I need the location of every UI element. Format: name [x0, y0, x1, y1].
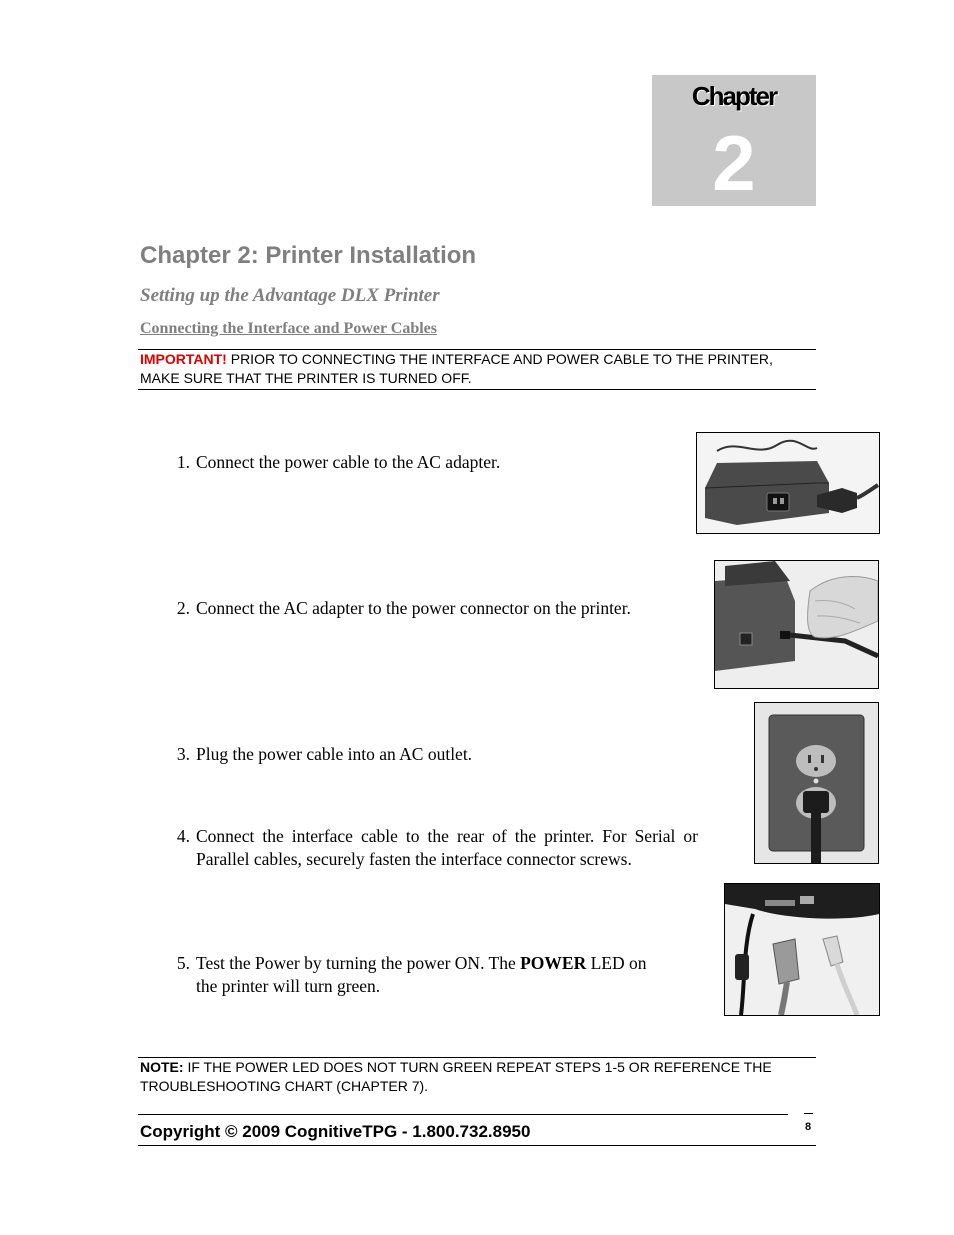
step-text: Connect the AC adapter to the power connector on the printer. [196, 598, 631, 618]
page-number-dash [804, 1113, 813, 1114]
step-text: Plug the power cable into an AC outlet. [196, 744, 473, 764]
note-box [140, 1058, 816, 1096]
step-2 [168, 597, 660, 645]
chapter-word: Chapter [691, 81, 777, 111]
section-heading: Connecting the Interface and Power Cables [140, 320, 438, 337]
power-connector-photo [714, 560, 879, 689]
step-text: Connect the interface cable to the rear of the printer. For Serial or Parallel cables, securely fasten the interface connector screws. [196, 826, 698, 869]
step-number: 2. [176, 598, 190, 618]
important-bottom-rule [138, 389, 816, 390]
page-subtitle: Setting up the Advantage DLX Printer [140, 285, 440, 306]
step-number: 5. [176, 953, 190, 973]
step-text: Test the Power by turning the power ON. The POWER LED on the printer will turn green. [196, 953, 647, 996]
important-notice [140, 350, 816, 388]
step-number: 3. [176, 744, 190, 764]
important-tag: IMPORTANT! [140, 351, 227, 367]
chapter-badge [652, 75, 816, 206]
step-5 [168, 952, 668, 1000]
important-text: PRIOR TO CONNECTING THE INTERFACE AND POWER CABLE TO THE PRINTER, MAKE SURE THAT THE PRINTER IS TURNED OFF. [140, 351, 773, 386]
chapter-number: 2 [712, 119, 756, 207]
page-title: Chapter 2: Printer Installation [140, 242, 477, 269]
note-tag: NOTE: [140, 1059, 184, 1075]
ac-adapter-photo [696, 432, 880, 534]
footer-top-rule [138, 1114, 788, 1115]
step-4 [168, 825, 698, 895]
step-3 [168, 743, 668, 767]
footer-bottom-rule [138, 1145, 816, 1146]
ac-outlet-photo [754, 702, 879, 864]
interface-cable-photo [724, 883, 880, 1016]
note-text: IF THE POWER LED DOES NOT TURN GREEN REPEAT STEPS 1-5 OR REFERENCE THE TROUBLESHOOTING CHART (CHAPTER 7). [140, 1059, 772, 1094]
step-number: 4. [176, 826, 190, 846]
power-label: POWER [520, 953, 587, 973]
step-text: Connect the power cable to the AC adapter. [196, 452, 501, 472]
step-1 [168, 451, 668, 475]
footer-copyright: Copyright © 2009 CognitiveTPG - 1.800.732.8950 [140, 1122, 531, 1141]
page-number: 8 [804, 1121, 812, 1133]
step-number: 1. [176, 452, 190, 472]
